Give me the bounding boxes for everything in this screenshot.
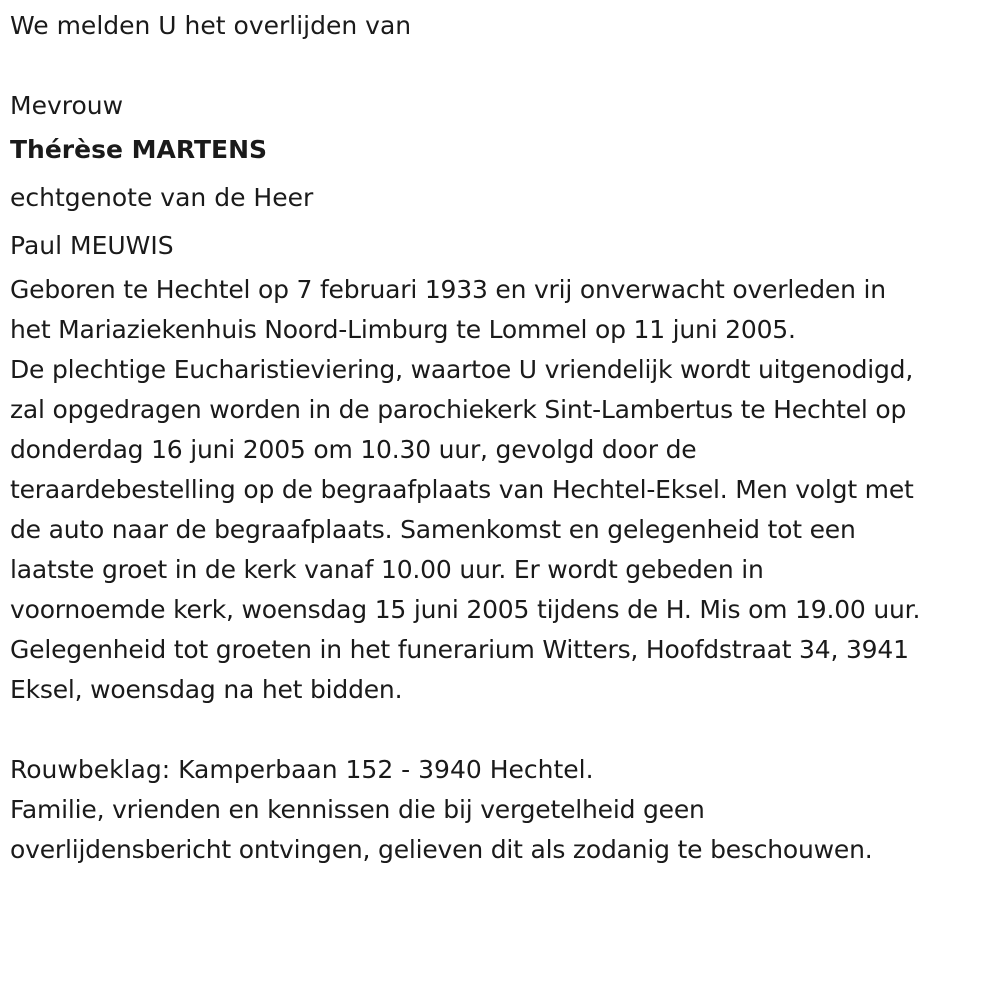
paragraph-line: het Mariaziekenhuis Noord-Limburg te Lommel op 11 juni 2005.	[10, 315, 796, 344]
paragraph-line: de auto naar de begraafplaats. Samenkomst en gelegenheid tot een	[10, 515, 856, 544]
paragraph-line: laatste groet in de kerk vanaf 10.00 uur. Er wordt gebeden in	[10, 555, 764, 584]
relation-text: echtgenote van de Heer	[10, 183, 314, 212]
paragraph-line: Eksel, woensdag na het bidden.	[10, 675, 403, 704]
paragraph-line: Geboren te Hechtel op 7 februari 1933 en vrij onverwacht overleden in	[10, 275, 886, 304]
paragraph-line: Gelegenheid tot groeten in het funerarium Witters, Hoofdstraat 34, 3941	[10, 635, 909, 664]
paragraph-line: voornoemde kerk, woensdag 15 juni 2005 tijdens de H. Mis om 19.00 uur.	[10, 595, 921, 624]
spouse-name: Paul MEUWIS	[10, 231, 174, 260]
paragraph-line: teraardebestelling op de begraafplaats van Hechtel-Eksel. Men volgt met	[10, 475, 914, 504]
salutation: Mevrouw	[10, 91, 124, 120]
birth-death-paragraph	[10, 270, 995, 350]
death-notice	[10, 6, 995, 870]
paragraph-line: zal opgedragen worden in de parochiekerk Sint-Lambertus te Hechtel op	[10, 395, 907, 424]
paragraph-line: De plechtige Eucharistieviering, waartoe U vriendelijk wordt uitgenodigd,	[10, 355, 914, 384]
condolence-address: Rouwbeklag: Kamperbaan 152 - 3940 Hechtel.	[10, 755, 594, 784]
ceremony-paragraph	[10, 350, 995, 710]
closing-paragraph	[10, 790, 995, 870]
intro-text: We melden U het overlijden van	[10, 11, 412, 40]
paragraph-line: overlijdensbericht ontvingen, gelieven dit als zodanig te beschouwen.	[10, 835, 873, 864]
deceased-name: Thérèse MARTENS	[10, 135, 268, 164]
paragraph-line: donderdag 16 juni 2005 om 10.30 uur, gevolgd door de	[10, 435, 697, 464]
paragraph-line: Familie, vrienden en kennissen die bij vergetelheid geen	[10, 795, 705, 824]
